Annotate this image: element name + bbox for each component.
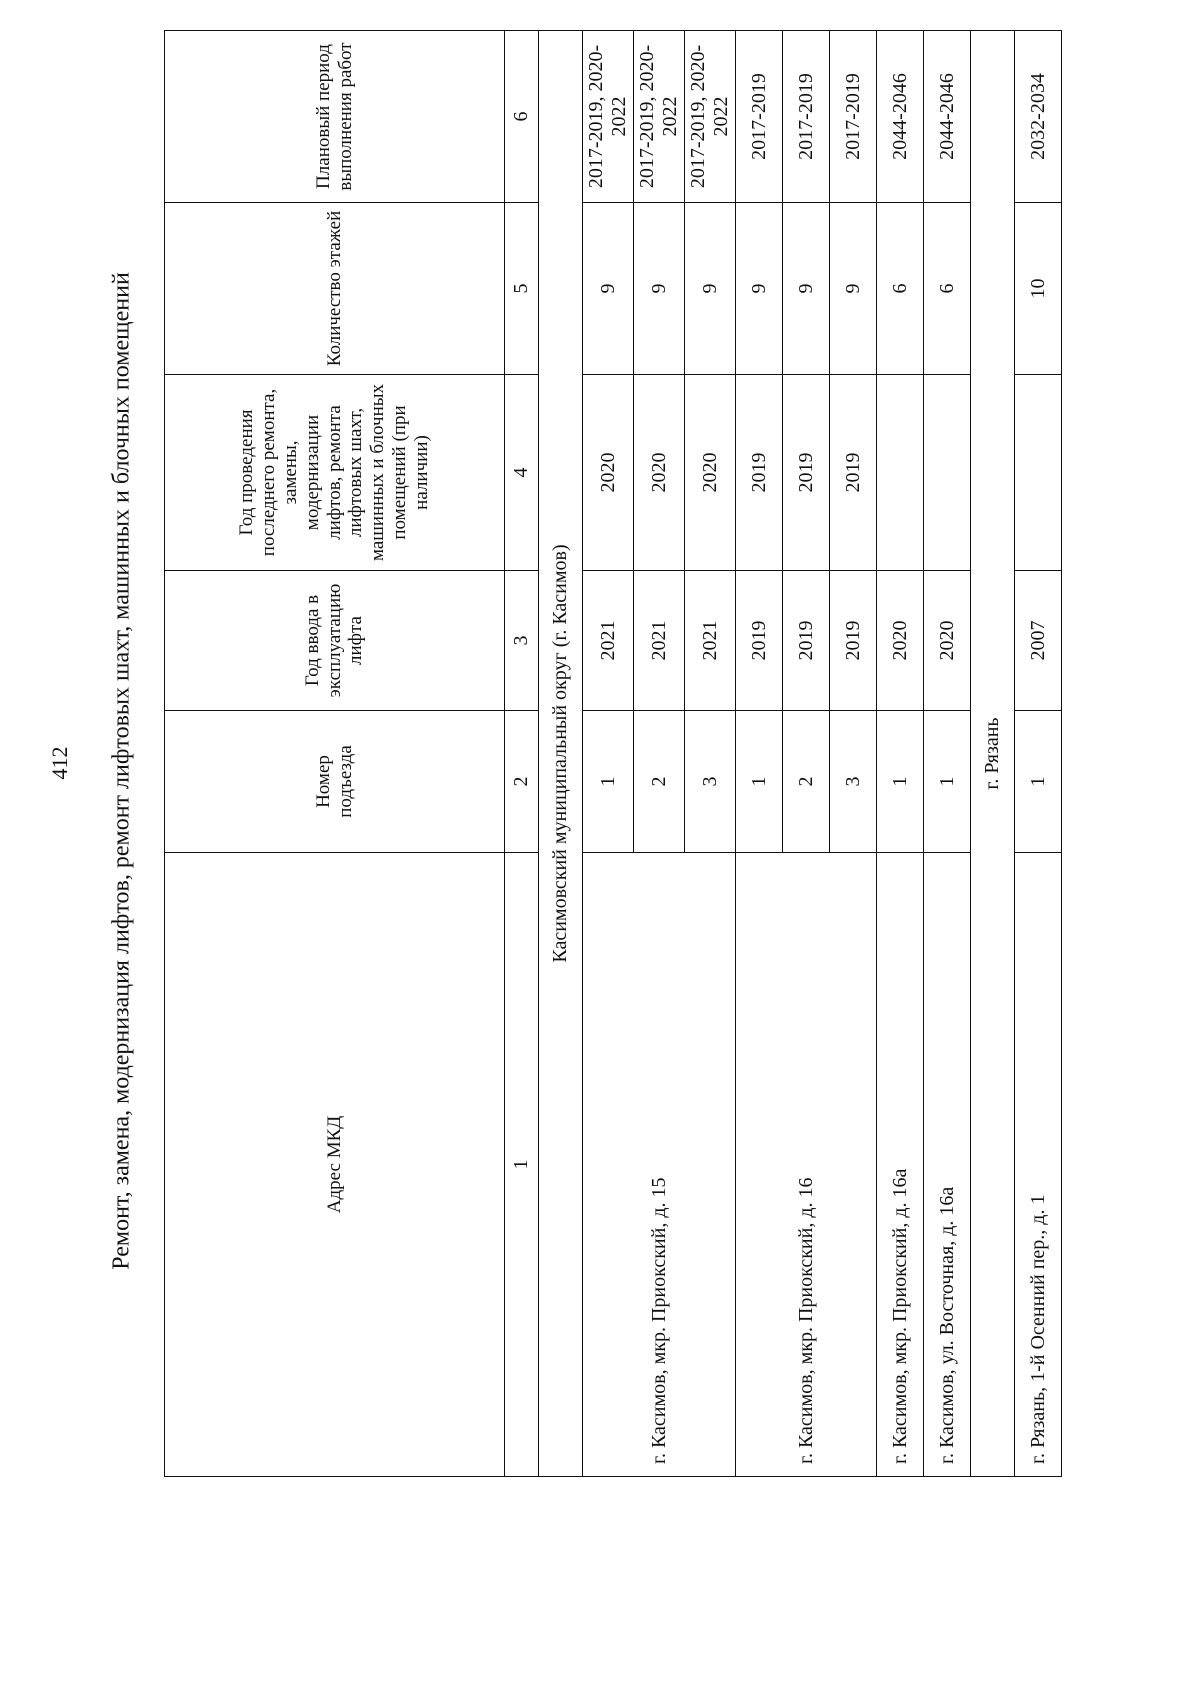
header-entrance: Номер подъезда: [165, 711, 505, 853]
address-cell: г. Рязань, 1-й Осенний пер., д. 1: [1015, 853, 1062, 1477]
commission-year-cell: 2021: [685, 571, 736, 711]
section-title: Касимовский муниципальный округ (г. Касимов): [539, 31, 583, 1477]
last-repair-year-cell: 2020: [685, 375, 736, 571]
table-row: [924, 31, 971, 1477]
last-repair-year-cell: [877, 375, 924, 571]
page-title: Ремонт, замена, модернизация лифтов, ремонт лифтовых шахт, машинных и блочных помещений: [108, 272, 135, 1270]
last-repair-year-cell: 2019: [783, 375, 830, 571]
address-cell: г. Касимов, мкр. Приокский, д. 16: [736, 853, 877, 1477]
table-container: [164, 31, 1054, 1477]
section-row: [971, 31, 1015, 1477]
section-title: г. Рязань: [971, 31, 1015, 1477]
entrance-cell: 1: [1015, 711, 1062, 853]
table-row: [1015, 31, 1062, 1477]
period-cell: 2044-2046: [877, 31, 924, 203]
last-repair-year-cell: [1015, 375, 1062, 571]
floors-cell: 9: [783, 203, 830, 375]
column-number: 6: [505, 31, 539, 203]
commission-year-cell: 2019: [736, 571, 783, 711]
floors-cell: 9: [736, 203, 783, 375]
address-cell: г. Касимов, мкр. Приокский, д. 15: [583, 853, 736, 1477]
table-row: [736, 31, 783, 1477]
header-commission-year: Год ввода в эксплуатацию лифта: [165, 571, 505, 711]
entrance-cell: 2: [783, 711, 830, 853]
commission-year-cell: 2020: [877, 571, 924, 711]
elevator-repair-table: [164, 30, 1062, 1477]
section-row: [539, 31, 583, 1477]
commission-year-cell: 2021: [583, 571, 634, 711]
page-number: 412: [47, 746, 72, 780]
entrance-cell: 3: [685, 711, 736, 853]
period-cell: 2017-2019, 2020-2022: [583, 31, 634, 203]
period-cell: 2017-2019, 2020-2022: [634, 31, 685, 203]
period-cell: 2032-2034: [1015, 31, 1062, 203]
period-cell: 2044-2046: [924, 31, 971, 203]
header-address: Адрес МКД: [165, 853, 505, 1477]
entrance-cell: 1: [583, 711, 634, 853]
last-repair-year-cell: 2019: [830, 375, 877, 571]
column-number: 1: [505, 853, 539, 1477]
column-number: 4: [505, 375, 539, 571]
floors-cell: 9: [583, 203, 634, 375]
column-number: 3: [505, 571, 539, 711]
commission-year-cell: 2021: [634, 571, 685, 711]
commission-year-cell: 2019: [783, 571, 830, 711]
period-cell: 2017-2019: [736, 31, 783, 203]
last-repair-year-cell: 2020: [583, 375, 634, 571]
header-period: Плановый период выполнения работ: [165, 31, 505, 203]
floors-cell: 10: [1015, 203, 1062, 375]
floors-cell: 9: [685, 203, 736, 375]
column-number: 2: [505, 711, 539, 853]
entrance-cell: 3: [830, 711, 877, 853]
commission-year-cell: 2020: [924, 571, 971, 711]
entrance-cell: 1: [877, 711, 924, 853]
header-floors: Количество этажей: [165, 203, 505, 375]
entrance-cell: 1: [924, 711, 971, 853]
last-repair-year-cell: 2020: [634, 375, 685, 571]
period-cell: 2017-2019: [783, 31, 830, 203]
header-last-repair-year: Год проведения последнего ремонта, замены, модернизации лифтов, ремонта лифтовых шахт, машинных и блочных помещений (при наличии): [165, 375, 505, 571]
floors-cell: 6: [877, 203, 924, 375]
period-cell: 2017-2019, 2020-2022: [685, 31, 736, 203]
floors-cell: 9: [830, 203, 877, 375]
column-number-row: [505, 31, 539, 1477]
period-cell: 2017-2019: [830, 31, 877, 203]
last-repair-year-cell: 2019: [736, 375, 783, 571]
column-number: 5: [505, 203, 539, 375]
entrance-cell: 2: [634, 711, 685, 853]
floors-cell: 9: [634, 203, 685, 375]
entrance-cell: 1: [736, 711, 783, 853]
header-row: [165, 31, 505, 1477]
last-repair-year-cell: [924, 375, 971, 571]
floors-cell: 6: [924, 203, 971, 375]
table-row: [877, 31, 924, 1477]
address-cell: г. Касимов, мкр. Приокский, д. 16а: [877, 853, 924, 1477]
address-cell: г. Касимов, ул. Восточная, д. 16а: [924, 853, 971, 1477]
table-row: [583, 31, 634, 1477]
commission-year-cell: 2019: [830, 571, 877, 711]
commission-year-cell: 2007: [1015, 571, 1062, 711]
